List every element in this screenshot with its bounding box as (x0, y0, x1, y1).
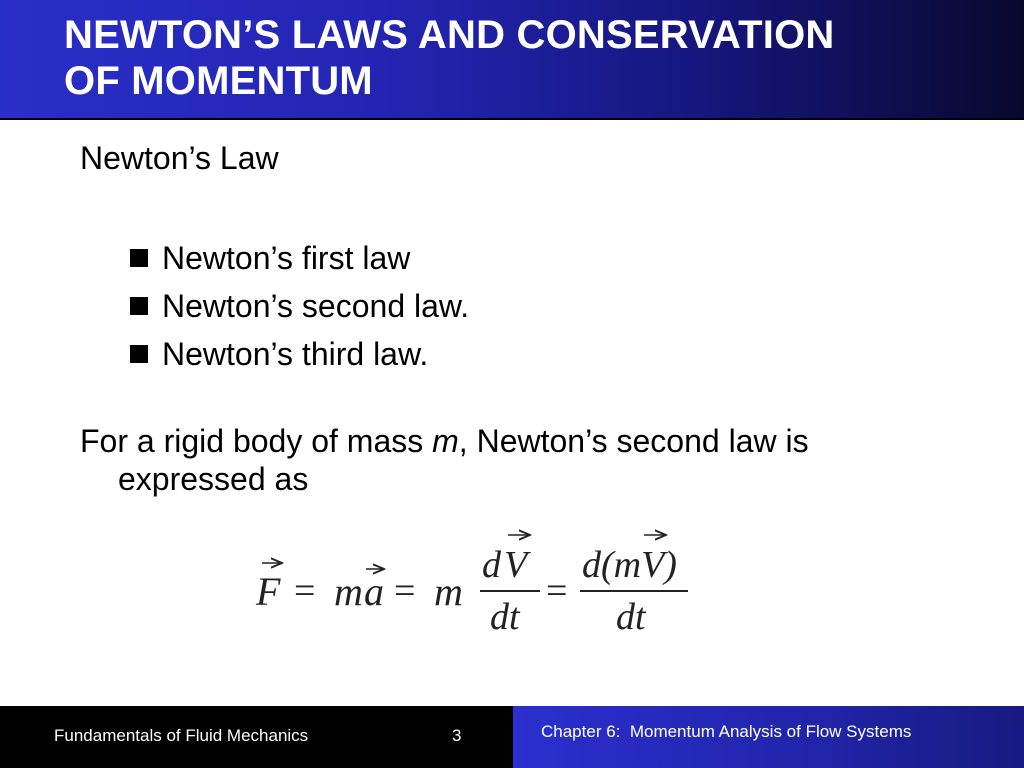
bullet-text: Newton’s third law. (162, 336, 429, 372)
footer-course-title: Fundamentals of Fluid Mechanics (54, 726, 309, 745)
bullet-list (130, 234, 980, 378)
equation-dt-2: dt (616, 596, 646, 638)
equation-force: F (256, 569, 281, 614)
bullet-item (130, 282, 980, 330)
square-bullet-icon (130, 345, 148, 363)
title-bar (0, 0, 1024, 120)
equation-equals-3: = (546, 570, 568, 612)
bullet-text: Newton’s first law (162, 240, 411, 276)
equation-d-mv: d(mV) (582, 544, 677, 586)
bullet-item (130, 234, 980, 282)
mass-variable: m (432, 423, 459, 459)
section-heading: Newton’s Law (80, 140, 279, 176)
square-bullet-icon (130, 249, 148, 267)
equation-mass-1: m (334, 569, 363, 614)
equation-acceleration: a (364, 569, 384, 614)
bullet-text: Newton’s second law. (162, 288, 470, 324)
paragraph-text-end: , Newton’s second law is expressed as (118, 423, 809, 497)
equation-equals-2: = (394, 570, 416, 612)
equation-dt-1: dt (490, 596, 520, 638)
equation-mass-2: m (434, 569, 463, 614)
square-bullet-icon (130, 297, 148, 315)
newton-second-law-equation (252, 525, 702, 645)
body-paragraph (80, 422, 938, 498)
slide-footer (0, 706, 1024, 768)
slide-title (64, 12, 964, 104)
equation-velocity: V (504, 544, 528, 586)
footer-page-number: 3 (452, 726, 462, 745)
footer-chapter-title: Chapter 6: Momentum Analysis of Flow Systems (541, 722, 912, 741)
slide-title-line-1: NEWTON’S LAWS AND CONSERVATION (64, 13, 835, 57)
equation-d: d (482, 544, 501, 586)
footer-chapter-panel (513, 706, 1024, 768)
slide-content (80, 138, 980, 498)
paragraph-text-start: For a rigid body of mass (80, 423, 433, 459)
equation-equals-1: = (294, 570, 316, 612)
bullet-item (130, 330, 980, 378)
slide-title-line-2: OF MOMENTUM (64, 59, 373, 103)
